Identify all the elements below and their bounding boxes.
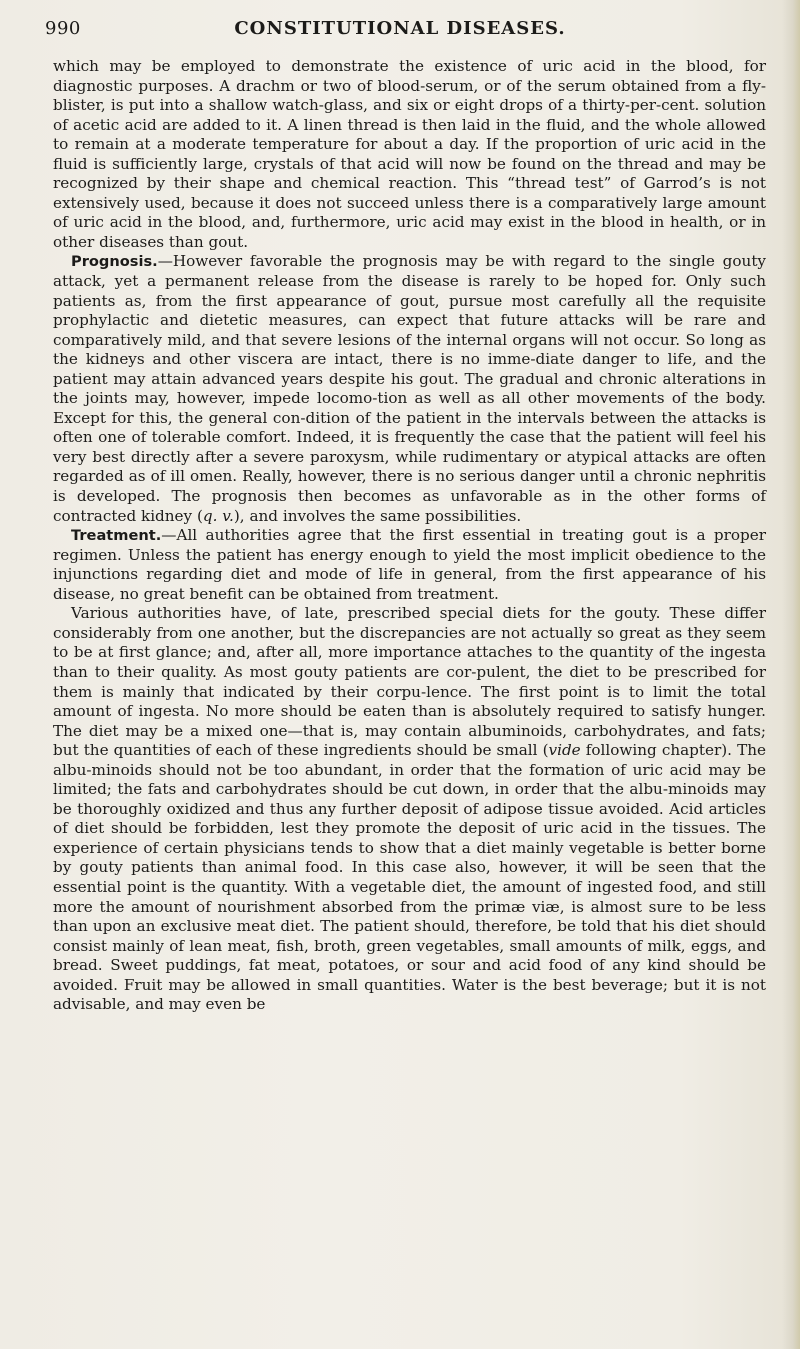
- page-header: [45, 18, 755, 50]
- body-text: [53, 57, 766, 1015]
- cross-reference: q. v.: [202, 506, 234, 525]
- paragraph-uric-acid-test: [53, 57, 766, 252]
- diet-text-b: following chapter). The albu-minoids should not be too abundant, in order that the formation of uric acid may be limited; the fats and carbohydrates should be cut down, in order that the albu-minoids may be thoroughly oxidized and thus any further deposit of adipose tissue avoided. Acid articles of diet should be forbidden, lest they promote the deposit of uric acid in the tissues. The experience of certain physicians tends to show that a diet mainly vegetable is better borne by gouty patients than animal food. In this case also, however, it will be seen that the essential point is the quantity. With a vegetable diet, the amount of ingested food, and still more the amount of nourishment absorbed from the primæ viæ, is almost sure to be less than upon an exclusive meat diet. The patient should, therefore, be told that his diet should consist mainly of lean meat, fish, broth, green vegetables, small amounts of milk, eggs, and bread. Sweet puddings, fat meat, potatoes, or sour and acid food of any kind should be avoided. Fruit may be allowed in small quantities. Water is the best beverage; but it is not advisable, and may even be: [53, 741, 766, 1014]
- vide-reference: vide: [548, 741, 581, 760]
- treatment-heading: Treatment.: [71, 527, 162, 545]
- diet-text-a: Various authorities have, of late, prescribed special diets for the gouty. These differ considerably from one another, but the discrepancies are not actually so great as they seem to be at first glance; and, after all, more importance attaches to the quantity of the ingesta than to their quality. As most gouty patients are cor-pulent, the diet to be prescribed for them is mainly that indicated by their corpu-lence. The first point is to limit the total amount of ingesta. No more should be eaten than is absolutely required to satisfy hunger. The diet may be a mixed one—that is, may contain albuminoids, carbohydrates, and fats; but the quantities of each of these ingredients should be small (: [53, 604, 766, 760]
- page-edge-shadow: [782, 0, 800, 1349]
- paragraph-treatment: [53, 526, 766, 604]
- paragraph-diet: [53, 604, 766, 1014]
- running-title: CONSTITUTIONAL DISEASES.: [234, 18, 566, 39]
- prognosis-heading: Prognosis.: [71, 253, 158, 271]
- prognosis-text-end: ), and involves the same possibilities.: [233, 506, 522, 525]
- page-number: 990: [45, 18, 81, 39]
- treatment-text: —All authorities agree that the first essential in treating gout is a proper regimen. Unless the patient has energy enough to yield the most implicit obedience to the injunctions regarding diet and mode of life in general, from the first appearance of his disease, no great benefit can be obtained from treatment.: [53, 526, 766, 603]
- prognosis-text: —However favorable the prognosis may be with regard to the single gouty attack, yet a permanent release from the disease is rarely to be hoped for. Only such patients as, from the first appearance of gout, pursue most carefully all the requisite prophylactic and dietetic measures, can expect that future attacks will be rare and comparatively mild, and that severe lesions of the internal organs will not occur. So long as the kidneys and other viscera are intact, there is no imme-diate danger to life, and the patient may attain advanced years despite his gout. The gradual and chronic alterations in the joints may, however, impede locomo-tion as well as all other movements of the body. Except for this, the general con-dition of the patient in the intervals between the attacks is often one of tolerable comfort. Indeed, it is frequently the case that the patient will feel his very best directly after a severe paroxysm, while rudimentary or atypical attacks are often regarded as of ill omen. Really, however, there is no serious danger until a chronic nephritis is developed. The prognosis then becomes as unfavorable as in the other forms of contracted kidney (: [53, 252, 766, 525]
- paragraph-text: which may be employed to demonstrate the existence of uric acid in the blood, for diagnostic purposes. A drachm or two of blood-serum, or of the serum obtained from a fly-blister, is put into a shallow watch-glass, and six or eight drops of a thirty-per-cent. solution of acetic acid are added to it. A linen thread is then laid in the fluid, and the whole allowed to remain at a moderate temperature for about a day. If the proportion of uric acid in the fluid is sufficiently large, crystals of that acid will now be found on the thread and may be recognized by their shape and chemical reaction. This “thread test” of Garrod’s is not extensively used, because it does not succeed unless there is a comparatively large amount of uric acid in the blood, and, furthermore, uric acid may exist in the blood in health, or in other diseases than gout.: [53, 57, 766, 251]
- paragraph-prognosis: [53, 252, 766, 526]
